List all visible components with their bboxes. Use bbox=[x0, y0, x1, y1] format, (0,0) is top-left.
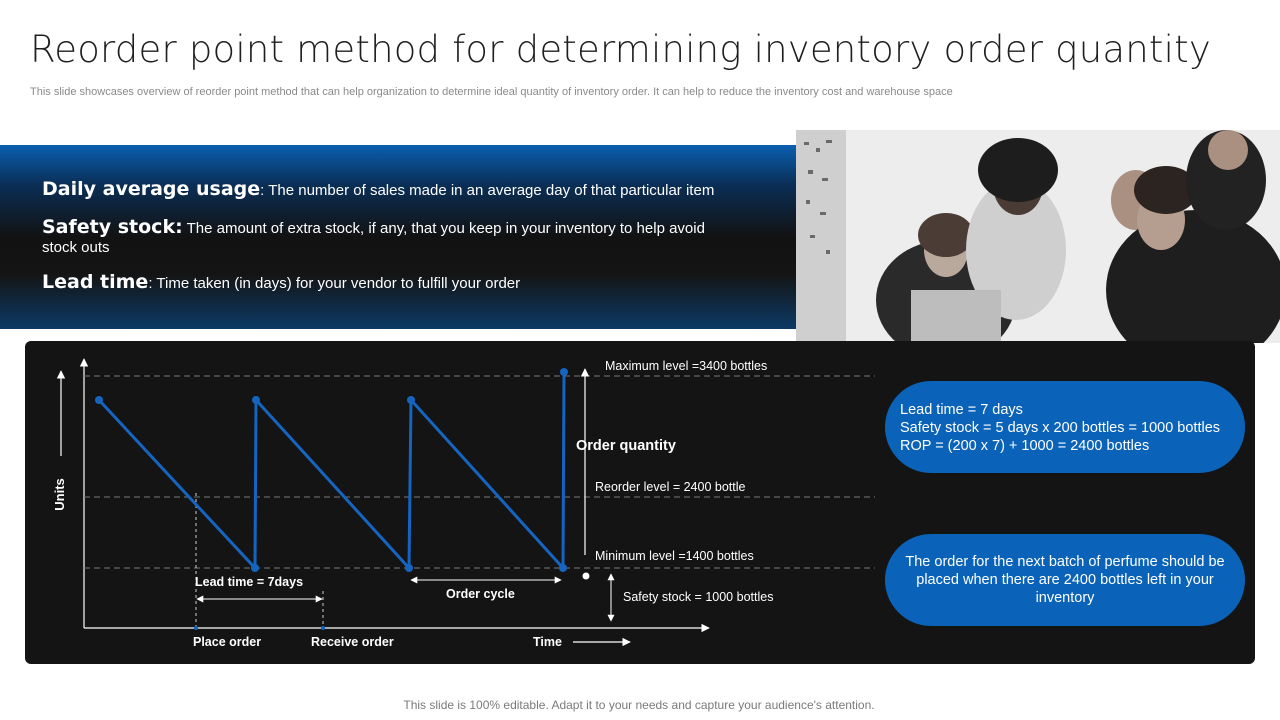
safety-stock-dot bbox=[583, 573, 590, 580]
reorder-point-diagram bbox=[25, 341, 1255, 664]
level-lines bbox=[84, 376, 875, 568]
page-subtitle: This slide showcases overview of reorder point method that can help organization to determine ideal quantity of inventory order. It can help to reduce the inventory cost and warehouse space bbox=[30, 86, 953, 98]
place-order-tick bbox=[194, 626, 198, 630]
axes bbox=[61, 359, 709, 642]
maximum-level-label: Maximum level =3400 bottles bbox=[605, 359, 768, 373]
definitions-panel bbox=[0, 145, 796, 329]
y-axis-label: Units bbox=[51, 478, 67, 511]
inventory-sawtooth-line bbox=[99, 372, 564, 568]
definition-term: Lead time bbox=[42, 271, 149, 293]
lead-time-markers bbox=[196, 493, 323, 628]
inventory-point bbox=[559, 564, 567, 572]
receive-order-tick bbox=[321, 626, 325, 630]
definition-term: Daily average usage bbox=[42, 178, 261, 200]
inventory-point bbox=[251, 564, 259, 572]
definition-safety-stock bbox=[42, 218, 732, 257]
inventory-point bbox=[95, 396, 103, 404]
definition-term: Safety stock: bbox=[42, 216, 183, 238]
order-quantity-label: Order quantity bbox=[576, 438, 676, 454]
place-order-label: Place order bbox=[193, 635, 262, 649]
order-cycle-label: Order cycle bbox=[446, 587, 515, 601]
inventory-point bbox=[252, 396, 260, 404]
calculation-bubble bbox=[885, 381, 1245, 473]
definition-text: The number of sales made in an average day of that particular item bbox=[268, 182, 715, 199]
team-photo-image bbox=[796, 130, 1280, 343]
minimum-level-label: Minimum level =1400 bottles bbox=[595, 549, 754, 563]
definition-separator: : bbox=[260, 182, 269, 199]
calc-line: ROP = (200 x 7) + 1000 = 2400 bottles bbox=[900, 438, 1150, 454]
inventory-point bbox=[407, 396, 415, 404]
definition-text: The amount of extra stock, if any, that you keep in your inventory to help avoid stock outs bbox=[42, 220, 705, 256]
inventory-point bbox=[405, 564, 413, 572]
calc-line: Safety stock = 5 days x 200 bottles = 1000 bottles bbox=[900, 420, 1221, 436]
lead-time-label: Lead time = 7days bbox=[195, 575, 304, 589]
definition-daily-average-usage bbox=[42, 180, 732, 200]
x-axis-label: Time bbox=[533, 635, 562, 649]
page-title: Reorder point method for determining inventory order quantity bbox=[30, 28, 1211, 71]
definition-lead-time bbox=[42, 273, 732, 293]
reorder-level-label: Reorder level = 2400 bottle bbox=[595, 480, 746, 494]
team-photo bbox=[796, 130, 1280, 343]
inventory-point bbox=[560, 368, 568, 376]
definition-separator: : bbox=[148, 275, 157, 292]
safety-stock-label: Safety stock = 1000 bottles bbox=[623, 590, 774, 604]
calc-line: Lead time = 7 days bbox=[900, 402, 1023, 418]
receive-order-label: Receive order bbox=[311, 635, 394, 649]
definition-text: Time taken (in days) for your vendor to fulfill your order bbox=[156, 275, 521, 292]
note-bubble bbox=[885, 534, 1245, 626]
footer-note: This slide is 100% editable. Adapt it to your needs and capture your audience's attention. bbox=[403, 698, 875, 712]
note-text: The order for the next batch of perfume should be placed when there are 2400 bottles left in your inventory bbox=[905, 554, 1225, 606]
